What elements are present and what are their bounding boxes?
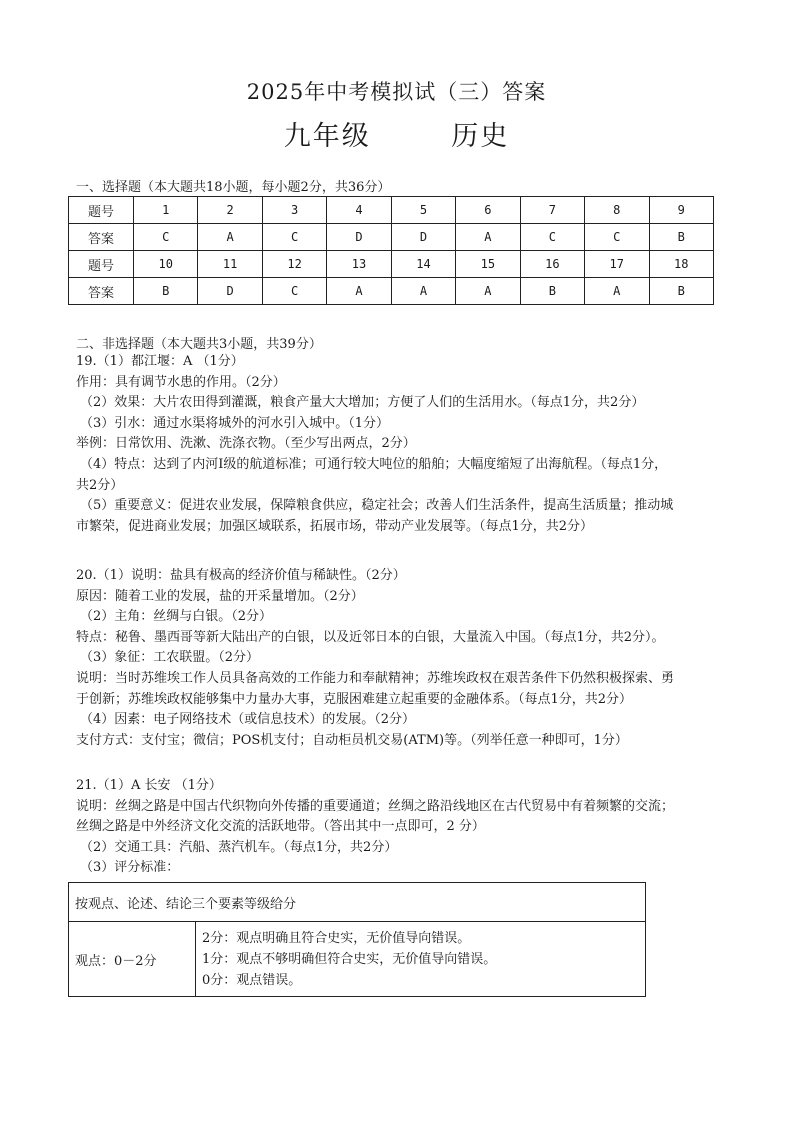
- answer-line: （3）评分标准：: [80, 860, 180, 876]
- answer-line: （4）因素：电子网络技术（或信息技术）的发展。（2分）: [80, 712, 416, 728]
- table-row: [69, 922, 646, 997]
- row-label: 答案: [69, 224, 134, 251]
- question-number: 12: [262, 251, 326, 278]
- question-number: 14: [391, 251, 455, 278]
- answer-cell: C: [262, 278, 326, 305]
- rubric-level: 0分：观点错误。: [202, 972, 302, 988]
- question-number: 7: [520, 197, 584, 224]
- question-number: 9: [649, 197, 714, 224]
- answer-cell: C: [585, 224, 649, 251]
- answer-line: 原因：随着工业的发展，盐的开采量增加。（2分）: [76, 588, 364, 604]
- answer-line: （3）引水：通过水渠将城外的河水引入城中。（1分）: [80, 415, 390, 431]
- answer-line: 于创新；苏维埃政权能够集中力量办大事，克服困难建立起重要的金融体系。（每点1分，共2分）: [76, 691, 633, 707]
- answer-line: 19.（1）都江堰：A （1分）: [76, 354, 244, 369]
- answer-cell: B: [520, 278, 584, 305]
- rubric-level: 1分：观点不够明确但符合史实，无价值导向错误。: [202, 951, 497, 967]
- answer-line: 20.（1）说明：盐具有极高的经济价值与稀缺性。（2分）: [76, 568, 406, 583]
- answer-line: 丝绸之路是中外经济文化交流的活跃地带。（答出其中一点即可，2 分）: [76, 819, 485, 835]
- row-label: 题号: [69, 197, 134, 224]
- answer-cell: D: [327, 224, 391, 251]
- document-subtitle: [0, 114, 793, 153]
- answer-cell: D: [391, 224, 455, 251]
- answer-cell: A: [391, 278, 455, 305]
- rubric-level: 2分：观点明确且符合史实，无价值导向错误。: [202, 930, 471, 946]
- answer-line: （4）特点：达到了内河Ⅰ级的航道标准；可通行较大吨位的船舶；大幅度缩短了出海航程。（每点1分，: [80, 456, 668, 472]
- question-number: 2: [198, 197, 262, 224]
- answer-cell: D: [198, 278, 262, 305]
- question-19-answer: [76, 352, 718, 537]
- question-number: 4: [327, 197, 391, 224]
- question-number: 13: [327, 251, 391, 278]
- answer-cell: A: [456, 278, 520, 305]
- rubric-criterion: 观点：0－2分: [69, 922, 196, 997]
- answer-cell: B: [649, 224, 714, 251]
- table-row: [69, 197, 714, 224]
- question-number: 16: [520, 251, 584, 278]
- row-label: 题号: [69, 251, 134, 278]
- question-21-answer: [76, 776, 718, 879]
- answer-line: （5）重要意义：促进农业发展，保障粮食供应，稳定社会；改善人们生活条件，提高生活质量；推动城: [80, 498, 674, 514]
- question-number: 17: [585, 251, 649, 278]
- question-number: 6: [456, 197, 520, 224]
- question-number: 8: [585, 197, 649, 224]
- question-number: 10: [134, 251, 198, 278]
- row-label: 答案: [69, 278, 134, 305]
- rubric-levels: [196, 922, 646, 997]
- answer-line: 说明：当时苏维埃工作人员具备高效的工作能力和奉献精神；苏维埃政权在艰苦条件下仍然积极探索、勇: [76, 670, 675, 686]
- answer-cell: C: [134, 224, 198, 251]
- table-row: [69, 278, 714, 305]
- answer-cell: A: [198, 224, 262, 251]
- answer-line: 支付方式：支付宝；微信；POS机支付；自动柜员机交易(ATM)等。（列举任意一种即可，1分）: [76, 732, 628, 748]
- question-number: 3: [262, 197, 326, 224]
- answer-table: [68, 196, 714, 305]
- answer-cell: C: [520, 224, 584, 251]
- answer-line: 市繁荣，促进商业发展；加强区域联系，拓展市场，带动产业发展等。（每点1分，共2分）: [76, 518, 594, 534]
- rubric-header: 按观点、论述、结论三个要素等级给分: [69, 883, 646, 922]
- section1-heading: 一、选择题（本大题共18小题，每小题2分，共36分）: [76, 180, 391, 195]
- question-number: 15: [456, 251, 520, 278]
- answer-line: （3）象征：工农联盟。（2分）: [80, 650, 260, 666]
- answer-line: 共2分）: [76, 477, 124, 493]
- answer-cell: A: [585, 278, 649, 305]
- table-row: [69, 251, 714, 278]
- answer-line: （2）主角：丝绸与白银。（2分）: [80, 609, 273, 625]
- answer-line: 特点：秘鲁、墨西哥等新大陆出产的白银，以及近邻日本的白银，大量流入中国。（每点1分，共2分）。: [76, 629, 665, 645]
- scoring-rubric-table: [68, 882, 646, 997]
- table-row: [69, 224, 714, 251]
- answer-line: 举例：日常饮用、洗漱、洗涤衣物。（至少写出两点，2分）: [76, 436, 416, 452]
- question-number: 5: [391, 197, 455, 224]
- question-20-answer: [76, 566, 718, 751]
- answer-cell: B: [134, 278, 198, 305]
- answer-line: 说明：丝绸之路是中国古代织物向外传播的重要通道；丝绸之路沿线地区在古代贸易中有着频繁的交流；: [76, 798, 675, 814]
- table-row: [69, 883, 646, 922]
- answer-cell: A: [327, 278, 391, 305]
- answer-cell: C: [262, 224, 326, 251]
- grade-label: 九年级: [283, 121, 371, 152]
- section2-heading: 二、非选择题（本大题共3小题，共39分）: [76, 337, 322, 352]
- answer-cell: B: [649, 278, 714, 305]
- answer-cell: A: [456, 224, 520, 251]
- question-number: 11: [198, 251, 262, 278]
- question-number: 18: [649, 251, 714, 278]
- answer-line: （2）交通工具：汽船、蒸汽机车。（每点1分，共2分）: [80, 839, 398, 855]
- answer-line: （2）效果：大片农田得到灌溉，粮食产量大大增加；方便了人们的生活用水。（每点1分，共2分）: [80, 395, 645, 411]
- question-number: 1: [134, 197, 198, 224]
- answer-line: 21.（1）A 长安 （1分）: [76, 778, 222, 793]
- subject-label: 历史: [451, 121, 510, 152]
- document-title: 2025年中考模拟试（三）答案: [246, 80, 547, 104]
- answer-line: 作用：具有调节水患的作用。（2分）: [76, 374, 286, 390]
